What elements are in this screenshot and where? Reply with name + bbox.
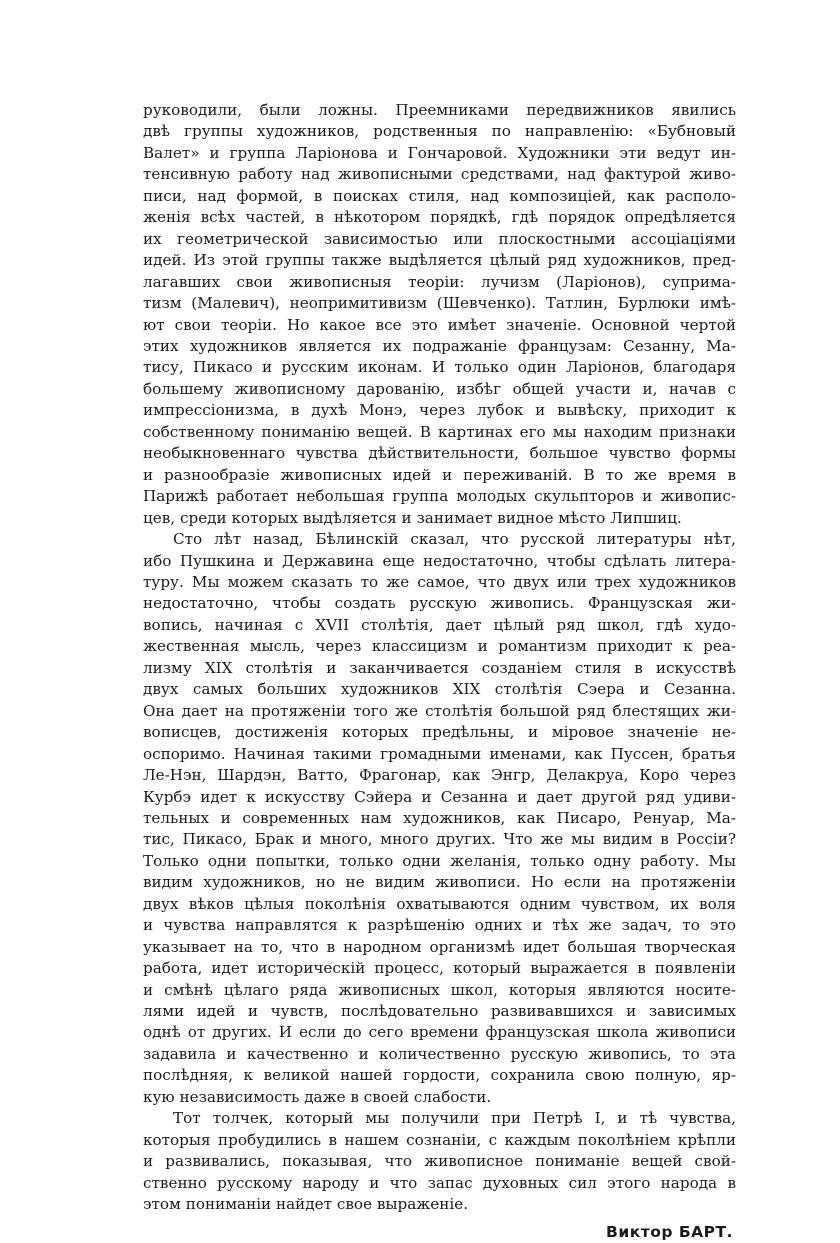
text-line: Курбэ идет к искусству Сэйера и Сезанна и дает другой ряд удиви- [143, 787, 736, 806]
text-line: недостаточно, чтобы создать русскую живопись. Французская жи- [143, 594, 736, 613]
text-line: и разнообразіе живописных идей и переживаній. В то же время в [143, 465, 736, 484]
text-line: и чувства направлятся к разрѣшенію одних и тѣх же задач, то это [143, 916, 736, 935]
text-line: цев, среди которых выдѣляется и занимает видное мѣсто Липшиц. [143, 508, 682, 527]
paragraph [143, 529, 736, 1108]
text-line: ют свои теоріи. Но какое все это имѣет значеніе. Основной чертой [143, 315, 736, 334]
text-line: указывает на то, что в народном организмѣ идет большая творческая [143, 937, 736, 956]
document-page [143, 100, 736, 1243]
text-line: Валет» и группа Ларіонова и Гончаровой. Художники эти ведут ин- [143, 143, 736, 162]
text-line: тельных и современных нам художников, как Писаро, Ренуар, Ма- [143, 808, 736, 827]
text-line: двух вѣков цѣлыя поколѣнія охватываются одним чувством, их воля [143, 894, 736, 913]
text-line: жественная мысль, через классицизм и романтизм приходит к реа- [143, 637, 736, 656]
text-line: задавила и качественно и количественно русскую живопись, то эта [143, 1044, 736, 1063]
text-line: импрессіонизма, в духѣ Монэ, через лубок и вывѣску, приходит к [143, 401, 736, 420]
text-line: женія всѣх частей, в нѣкотором порядкѣ, гдѣ порядок опредѣляется [143, 208, 736, 227]
text-line: двух самых больших художников XIX столѣтія Сэера и Сезанна. [143, 680, 736, 699]
text-line: лагавших свои живописныя теоріи: лучизм (Ларіонов), суприма- [143, 272, 736, 291]
text-line: собственному пониманію вещей. В картинах его мы находим признаки [143, 422, 736, 441]
text-line: тис, Пикасо, Брак и много, много других. Что же мы видим в Россіи? [143, 830, 736, 849]
text-line: Сто лѣт назад, Бѣлинскій сказал, что русской литературы нѣт, [173, 530, 736, 549]
text-line: Только одни попытки, только одни желанія, только одну работу. Мы [143, 851, 736, 870]
text-line: этих художников является их подражаніе французам: Сезанну, Ма- [143, 336, 736, 355]
text-line: двѣ группы художников, родственныя по направленію: «Бубновый [143, 122, 736, 141]
text-line: тису, Пикасо и русским иконам. И только один Ларіонов, благодаря [143, 358, 736, 377]
paragraph [143, 100, 736, 529]
text-line: этом пониманіи найдет свое выраженіе. [143, 1195, 469, 1214]
text-line: которыя пробудились в нашем сознаніи, с каждым поколѣніем крѣпли [143, 1130, 736, 1149]
text-line: тизм (Малевич), неопримитивизм (Шевченко). Татлин, Бурлюки имѣ- [143, 294, 736, 313]
text-line: ственно русскому народу и что запас духовных сил этого народа в [143, 1173, 736, 1192]
text-line: лизму XIX столѣтія и заканчивается созданіем стиля в искусствѣ [143, 658, 736, 677]
text-line: туру. Мы можем сказать то же самое, что двух или трех художников [143, 572, 736, 591]
text-line: Парижѣ работает небольшая группа молодых скульпторов и живопис- [143, 487, 736, 506]
text-line: и развивались, показывая, что живописное пониманіе вещей свой- [143, 1152, 736, 1171]
text-line: лями идей и чувств, послѣдовательно развивавшихся и зависимых [143, 1002, 736, 1021]
text-line: необыкновеннаго чувства дѣйствительности, большое чувство формы [143, 444, 736, 463]
text-line: тенсивную работу над живописными средствами, над фактурой живо- [143, 165, 736, 184]
text-line: и смѣнѣ цѣлаго ряда живописных школ, которыя являются носите- [143, 980, 736, 999]
text-line: писи, над формой, в поисках стиля, над композиціей, как располо- [143, 186, 736, 205]
text-line: работа, идет историческій процесс, который выражается в появленіи [143, 959, 736, 978]
paragraph [143, 1108, 736, 1215]
text-line: руководили, были ложны. Преемниками передвижников явились [143, 101, 736, 119]
text-line: однѣ от других. И если до сего времени французская школа живописи [143, 1023, 736, 1042]
text-line: послѣдняя, к великой нашей гордости, сохранила свою полную, яр- [143, 1066, 736, 1085]
text-line: идей. Из этой группы также выдѣляется цѣлый ряд художников, пред- [143, 251, 736, 270]
text-line: кую независимость даже в своей слабости. [143, 1087, 492, 1106]
text-line: Тот толчек, который мы получили при Петрѣ I, и тѣ чувства, [173, 1109, 736, 1128]
text-line: оспоримо. Начиная такими громадными именами, как Пуссен, братья [143, 744, 736, 763]
text-line: ибо Пушкина и Державина еще недостаточно, чтобы сдѣлать литера- [143, 551, 736, 570]
text-line: видим художников, но не видим живописи. Но если на протяженіи [143, 873, 736, 892]
author-signature: Виктор БАРТ. [606, 1222, 733, 1241]
article-body [143, 100, 736, 1216]
text-line: их геометрической зависимостью или плоскостными ассоціаціями [143, 229, 736, 248]
text-line: вописцев, достиженія которых предѣльны, и міровое значеніе не- [143, 723, 736, 742]
text-line: вопись, начиная с XVII столѣтія, дает цѣлый ряд школ, гдѣ худо- [143, 615, 736, 634]
text-line: Ле-Нэн, Шардэн, Ватто, Фрагонар, как Энгр, Делакруа, Коро через [143, 766, 736, 785]
text-line: большему живописному дарованію, избѣг общей участи и, начав с [143, 379, 736, 398]
text-line: Она дает на протяженіи того же столѣтія большой ряд блестящих жи- [143, 701, 736, 720]
